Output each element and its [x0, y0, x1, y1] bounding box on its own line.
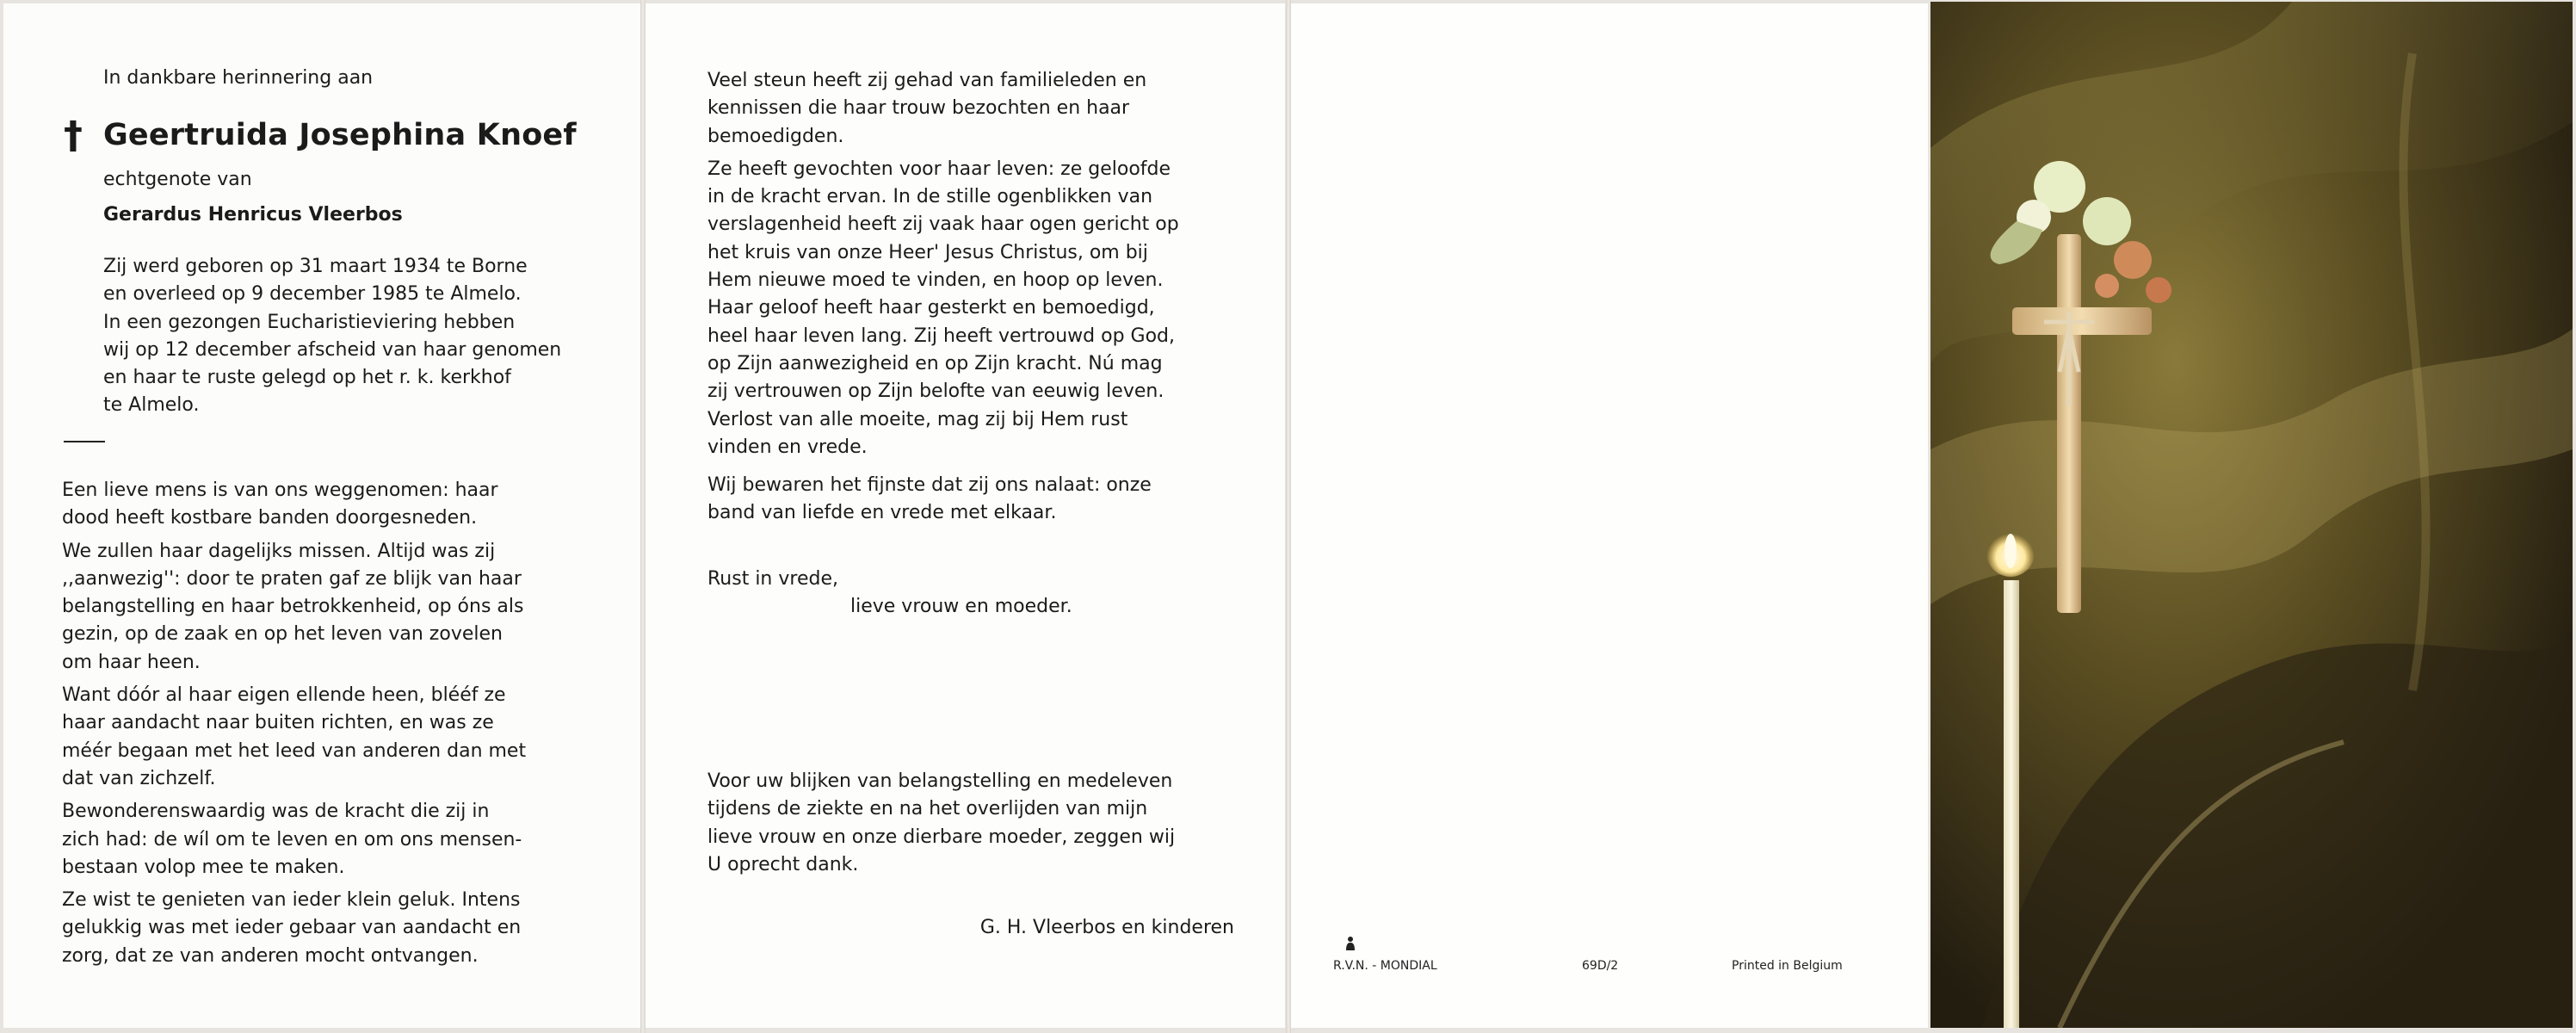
- divider: [64, 441, 105, 442]
- cross-candle-image: [1930, 2, 2573, 1028]
- deceased-name: Geertruida Josephina Knoef: [103, 118, 577, 152]
- spouse-label: echtgenote van: [103, 169, 252, 190]
- paragraph: Bewonderenswaardig was de kracht die zij in zich had: de wíl om te leven en om ons mensen- bestaan volop mee te maken.: [62, 801, 522, 878]
- card-middle-panel: [646, 3, 1285, 1028]
- publisher-logo-icon: [1344, 936, 1356, 951]
- card-left-panel: [3, 3, 640, 1028]
- bio-line: en haar te ruste gelegd op het r. k. kerkhof: [103, 367, 511, 389]
- closing-line-2: lieve vrouw en moeder.: [850, 596, 1072, 617]
- thanks-line: tijdens de ziekte en na het overlijden van mijn: [707, 798, 1148, 820]
- print-code: 69D/2: [1582, 959, 1619, 973]
- paragraph: Ze heeft gevochten voor haar leven: ze geloofde in de kracht ervan. In de stille ogenblikken van verslagenheid heeft zij vaak haar ogen gericht op het kruis van onze Heer' Jesus Christus, om bij Hem nieuwe moed te vinden, en hoop op leven. Haar geloof heeft haar gesterkt en bemoedigd, heel haar leven lang. Zij heeft vertrouwd op God, op Zijn aanwezigheid en op Zijn kracht. Nú mag zij vertrouwen op Zijn belofte van eeuwig leven. Verlost van alle moeite, mag zij bij Hem rust vinden en vrede.: [707, 158, 1179, 458]
- bio-line: en overleed op 9 december 1985 te Almelo.: [103, 283, 522, 306]
- intro-text: In dankbare herinnering aan: [103, 67, 374, 89]
- left-body-text: [62, 477, 590, 970]
- closing-line-1: Rust in vrede,: [707, 568, 838, 590]
- card-back-panel: [1291, 3, 1928, 1028]
- thanks-text: [707, 768, 1234, 879]
- paragraph: Want dóór al haar eigen ellende heen, blééf ze haar aandacht naar buiten richten, en was ze méér begaan met het leed van anderen dan met dat van zichzelf.: [62, 684, 527, 789]
- cross-icon: †: [64, 114, 83, 158]
- paragraph: Veel steun heeft zij gehad van familieleden en kennissen die haar trouw bezochten en haar bemoedigden.: [707, 70, 1147, 147]
- signature: G. H. Vleerbos en kinderen: [979, 917, 1234, 938]
- paragraph: Wij bewaren het fijnste dat zij ons nalaat: onze band van liefde en vrede met elkaar.: [707, 474, 1152, 524]
- bio-line: In een gezongen Eucharistieviering hebben: [103, 311, 516, 333]
- paragraph: Een lieve mens is van ons weggenomen: haar dood heeft kostbare banden doorgesneden.: [62, 479, 498, 529]
- bio-line: te Almelo.: [103, 394, 200, 417]
- publisher-text: R.V.N. - MONDIAL: [1333, 959, 1437, 973]
- right-body-text: [707, 67, 1234, 528]
- paragraph: Ze wist te genieten van ieder klein geluk. Intens gelukkig was met ieder gebaar van aandacht en zorg, dat ze van anderen mocht ontvangen.: [62, 889, 522, 967]
- memorial-photo: [1930, 2, 2573, 1028]
- print-origin: Printed in Belgium: [1732, 959, 1843, 973]
- bio-line: Zij werd geboren op 31 maart 1934 te Borne: [103, 256, 528, 277]
- bio-text: [103, 253, 589, 420]
- paragraph: We zullen haar dagelijks missen. Altijd was zij ,,aanwezig'': door te praten gaf ze blijk van haar belangstelling en haar betrokkenheid, op óns als gezin, op de zaak en op het leven van zovelen om haar heen.: [62, 540, 524, 673]
- thanks-line: Voor uw blijken van belangstelling en medeleven: [707, 770, 1173, 792]
- thanks-line: lieve vrouw en onze dierbare moeder, zeggen wij: [707, 826, 1176, 848]
- bio-line: wij op 12 december afscheid van haar genomen: [103, 338, 562, 361]
- thanks-line: U oprecht dank.: [707, 853, 859, 875]
- spouse-name: Gerardus Henricus Vleerbos: [103, 204, 403, 226]
